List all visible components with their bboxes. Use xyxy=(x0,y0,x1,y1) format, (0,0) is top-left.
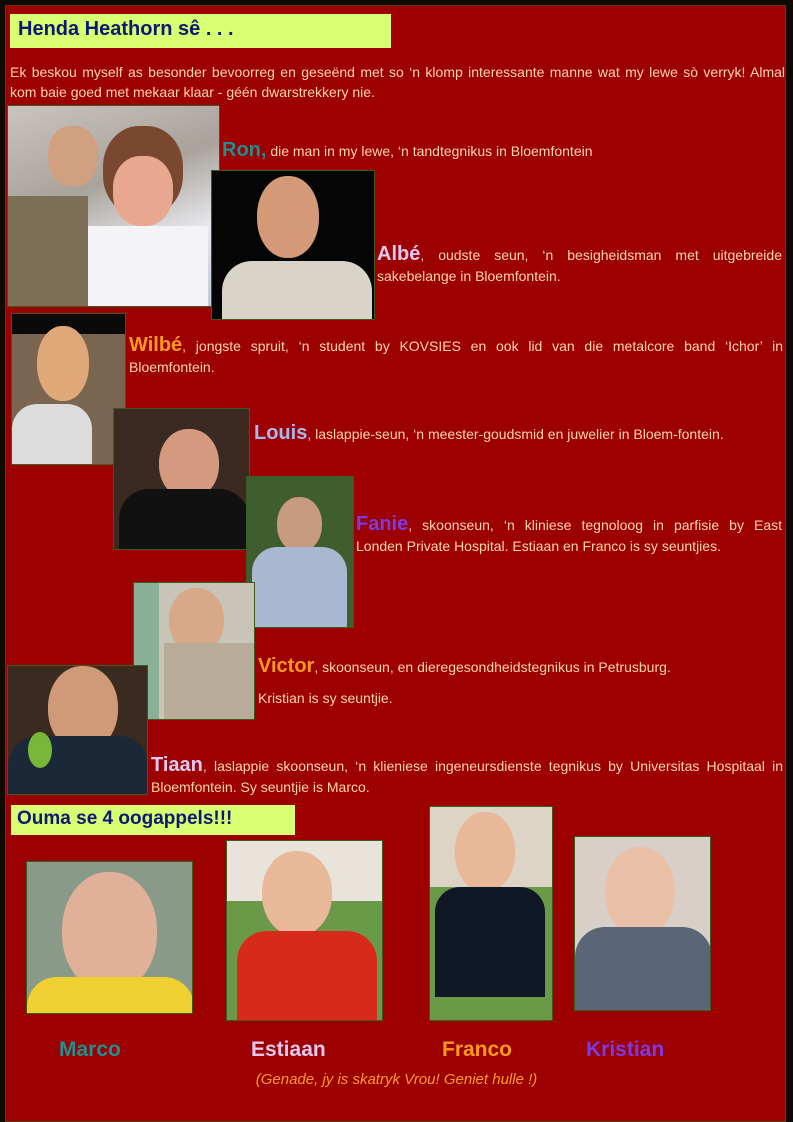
caption-fanie-text: , skoonseun, ‘n kliniese tegnoloog in parfisie by East Londen Private Hospital. Estiaan en Franco is sy seuntjies. xyxy=(356,517,782,554)
grandkid-name-estiaan: Estiaan xyxy=(251,1038,326,1061)
name-fanie: Fanie xyxy=(356,513,409,535)
photo-kristian xyxy=(574,836,711,1011)
photo-marco xyxy=(26,861,193,1014)
photo-ron-henda xyxy=(7,105,220,307)
name-ron: Ron, xyxy=(222,139,267,161)
photo-victor xyxy=(133,582,255,720)
name-albe: Albé xyxy=(377,243,421,265)
photo-wilbe xyxy=(11,313,126,465)
photo-louis xyxy=(113,408,250,550)
caption-victor-line2: Kristian is sy seuntjie. xyxy=(258,690,393,706)
caption-albe-text: , oudste seun, ‘n besigheidsman met uitgebreide sakebelange in Bloemfontein. xyxy=(377,247,782,284)
caption-louis-text: , laslappie-seun, ‘n meester-goudsmid en juwelier in Bloem-fontein. xyxy=(307,426,724,442)
name-victor: Victor xyxy=(258,655,315,677)
name-louis: Louis xyxy=(254,422,308,444)
caption-tiaan xyxy=(151,755,783,798)
caption-albe xyxy=(377,244,782,287)
photo-albe xyxy=(211,170,375,320)
caption-fanie xyxy=(356,514,782,557)
photo-fanie xyxy=(246,476,354,628)
grandkid-name-marco: Marco xyxy=(59,1038,121,1061)
caption-victor xyxy=(258,656,782,678)
caption-wilbe xyxy=(129,335,783,378)
caption-wilbe-text: , jongste spruit, ‘n student by KOVSIES en ook lid van die metalcore band ‘Ichor’ in Bloemfontein. xyxy=(129,338,783,375)
caption-ron-text: die man in my lewe, ‘n tandtegnikus in Bloemfontein xyxy=(266,143,593,159)
grandkid-name-kristian: Kristian xyxy=(586,1038,665,1061)
name-tiaan: Tiaan xyxy=(151,754,203,776)
caption-tiaan-text: , laslappie skoonseun, ‘n klieniese ingeneursdienste tegnikus by Universitas Hospitaal in Bloemfontein. Sy seuntjie is Marco. xyxy=(151,758,783,795)
caption-victor-text: , skoonseun, en dieregesondheidstegnikus in Petrusburg. xyxy=(314,659,671,675)
footer-note: (Genade, jy is skatryk Vrou! Geniet hulle !) xyxy=(255,1071,538,1088)
photo-estiaan xyxy=(226,840,383,1021)
photo-tiaan xyxy=(7,665,148,795)
name-wilbe: Wilbé xyxy=(129,334,183,356)
intro-paragraph: Ek beskou myself as besonder bevoorreg en geseënd met so ‘n klomp interessante manne wat my lewe sò verryk! Almal kom baie goed met mekaar klaar - géén dwarstrekkery nie. xyxy=(10,64,785,100)
grandkids-title: Ouma se 4 oogappels!!! xyxy=(11,805,295,835)
caption-ron xyxy=(222,140,782,162)
grandkid-name-franco: Franco xyxy=(442,1038,513,1061)
page-title: Henda Heathorn sê . . . xyxy=(10,14,391,48)
photo-franco xyxy=(429,806,553,1021)
caption-louis xyxy=(254,423,782,445)
